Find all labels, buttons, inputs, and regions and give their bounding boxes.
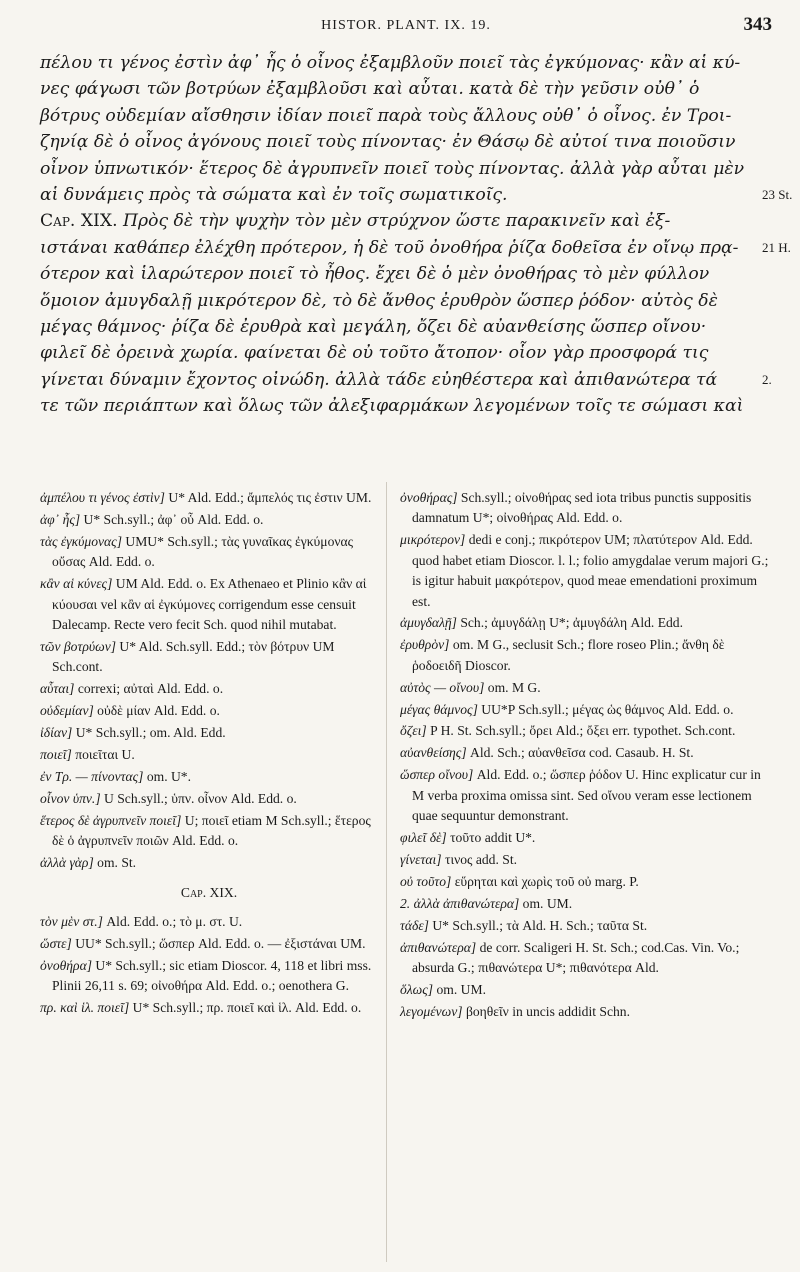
note-lemma: ὥστε] bbox=[40, 935, 72, 951]
note-lemma: αὐανθείσης] bbox=[400, 745, 467, 761]
note-item bbox=[400, 980, 772, 1000]
text-line: ιστάναι καθάπερ ἐλέχθη πρότερον, ἡ δὲ τοῦ ὀνοθήρα ῥίζα δοθεῖσα ἐν οἴνῳ πρᾳ- bbox=[40, 237, 739, 258]
note-text: om. UM. bbox=[519, 895, 573, 911]
column-separator bbox=[386, 482, 387, 1262]
note-text: UU* Sch.syll.; ὥσπερ Ald. Edd. o. — ἐξιστάναι UM. bbox=[71, 935, 366, 951]
note-lemma: αὗται] bbox=[40, 681, 75, 697]
note-lemma: ἀλλὰ γὰρ] bbox=[40, 854, 94, 870]
note-text: U* Sch.syll.; sic etiam Dioscor. 4, 118 et libri mss. Plinii 26,11 s. 69; οἰνοθήρα Ald. Edd. o.; oenothera G. bbox=[52, 957, 372, 993]
note-item bbox=[40, 745, 378, 765]
note-lemma: τάδε] bbox=[400, 917, 429, 933]
text-line: φιλεῖ δὲ ὀρεινὰ χωρία. φαίνεται δὲ οὐ τοῦτο ἄτοπον· οἷον γὰρ προσφορά τις bbox=[40, 343, 709, 364]
text-line: ότερον καὶ ἱλαρώτερον ποιεῖ τὸ ἦθος. ἔχει δὲ ὁ μὲν ὀνοθήρας τὸ μὲν φύλλον bbox=[40, 264, 710, 285]
note-text: om. UM. bbox=[433, 981, 486, 997]
note-lemma: ἀμυγδαλῇ] bbox=[400, 615, 457, 631]
note-text: de corr. Scaligeri H. St. Sch.; cod.Cas. Vin. Vo.; absurda G.; πιθανώτερα U*; πιθανότερα Ald. bbox=[412, 939, 740, 975]
note-lemma: τὰς ἐγκύμονας] bbox=[40, 533, 122, 549]
chapter-label: Cap. XIX. bbox=[40, 211, 118, 232]
page-header bbox=[40, 14, 772, 40]
note-lemma: οὐ τοῦτο] bbox=[400, 873, 452, 889]
note-text: Sch.syll.; οἰνοθήρας sed iota tribus punctis suppositis damnatum U*; οἰνοθήρας Ald. Edd. o. bbox=[412, 490, 752, 526]
note-text: εὕρηται καὶ χωρὶς τοῦ οὐ marg. P. bbox=[451, 873, 639, 889]
note-item bbox=[40, 934, 378, 954]
note-text: dedi e conj.; πικρότερον UM; πλατύτερον Ald. Edd. quod habet etiam Dioscor. l. l.; folio amygdalae verum majori G.; is igitur habuit μακρότερον, quod meae emendationi proximum est. bbox=[412, 532, 769, 609]
note-item bbox=[400, 894, 772, 914]
note-lemma: τῶν βοτρύων] bbox=[40, 638, 117, 654]
note-text: UU*P Sch.syll.; μέγας ὡς θάμνος Ald. Edd. o. bbox=[477, 701, 734, 717]
note-item bbox=[400, 635, 772, 676]
note-lemma: οὐδεμίαν] bbox=[40, 703, 94, 719]
note-lemma: φιλεῖ δὲ] bbox=[400, 830, 447, 845]
text-line: μέγας θάμνος· ῥίζα δὲ ἐρυθρὰ καὶ μεγάλη, ὄζει δὲ αὐανθείσης ὥσπερ οἴνου· bbox=[40, 316, 707, 337]
margin-note-st: 23 St. bbox=[762, 187, 793, 202]
note-item bbox=[40, 510, 378, 530]
margin-note-line-marker: 2. bbox=[762, 372, 772, 387]
main-text bbox=[40, 50, 752, 419]
note-item bbox=[40, 574, 378, 635]
running-title: HISTOR. PLANT. IX. 19. bbox=[321, 18, 491, 33]
note-item bbox=[40, 912, 378, 932]
note-text: UMU* Sch.syll.; τὰς γυναῖκας ἐγκύμονας οὔσας Ald. Edd. o. bbox=[52, 533, 354, 570]
note-text: ποιεῖται U. bbox=[71, 746, 135, 762]
note-lemma: ὥσπερ οἴνου] bbox=[400, 767, 474, 783]
note-item bbox=[400, 613, 772, 633]
note-item bbox=[400, 872, 772, 892]
text-line: ζηνίᾳ δὲ ὁ οἶνος ἀγόνους ποιεῖ τοὺς πίνοντας· ἐν Θάσῳ δὲ αὐτοί τινα ποιοῦσιν bbox=[40, 132, 736, 153]
note-text: U; ποιεῖ etiam M Sch.syll.; ἕτερος δὲ ὁ ἀγρυπνεῖν ποιῶν Ald. Edd. o. bbox=[52, 812, 371, 848]
note-item bbox=[40, 811, 378, 852]
critical-notes-right bbox=[400, 488, 772, 1024]
note-item bbox=[40, 532, 378, 573]
note-text: correxi; αὐταὶ Ald. Edd. o. bbox=[74, 681, 224, 697]
note-lemma: ἕτερος δὲ ἀγρυπνεῖν ποιεῖ] bbox=[40, 812, 182, 828]
note-text: U* Sch.syll.; τὰ Ald. H. Sch.; ταῦτα St. bbox=[428, 917, 648, 933]
note-lemma: τὸν μὲν στ.] bbox=[40, 913, 103, 929]
note-lemma: αὐτὸς — οἴνου] bbox=[400, 679, 485, 695]
note-item bbox=[400, 678, 772, 698]
note-item bbox=[40, 488, 378, 508]
note-lemma: ἐρυθρὸν] bbox=[400, 637, 450, 653]
note-item bbox=[400, 850, 772, 870]
note-item bbox=[40, 853, 378, 873]
note-text: U* Sch.syll.; ἀφ᾿ οὗ Ald. Edd. o. bbox=[80, 511, 264, 527]
note-text: om. U*. bbox=[143, 768, 191, 784]
text-line: βότρυς οὐδεμίαν αἴσθησιν ἰδίαν ποιεῖ παρὰ τοὺς ἄλλους οὐθ᾿ ὁ οἶνος. ἐν Τροι- bbox=[40, 105, 732, 126]
note-lemma: οἶνον ὑπν.] bbox=[40, 790, 101, 806]
note-text: om. M G. bbox=[484, 679, 541, 695]
note-item bbox=[400, 828, 772, 848]
note-text: τινος add. St. bbox=[441, 851, 517, 867]
note-item bbox=[400, 743, 772, 763]
note-item bbox=[400, 721, 772, 741]
text-line: τε τῶν περιάπτων καὶ ὅλως τῶν ἀλεξιφαρμάκων λεγομένων τοῖς τε σώμασι καὶ bbox=[40, 396, 744, 417]
text-line: πέλου τι γένος ἐστὶν ἀφ᾿ ἧς ὁ οἶνος ἐξαμβλοῦν ποιεῖ τὰς ἐγκύμονας· κἂν αἱ κύ- bbox=[40, 53, 741, 73]
critical-notes-left bbox=[40, 488, 378, 1020]
text-line: ὅμοιον ἀμυγδαλῇ μικρότερον δὲ, τὸ δὲ ἄνθος ἐρυθρὸν ὥσπερ ῥόδον· αὐτὸς δὲ bbox=[40, 290, 718, 311]
page-number: 343 bbox=[743, 14, 772, 35]
note-text: οὐδὲ μίαν Ald. Edd. o. bbox=[93, 703, 220, 719]
note-lemma: πρ. καὶ ἱλ. ποιεῖ] bbox=[40, 999, 130, 1015]
text-line: γίνεται δύναμιν ἔχοντος οἰνώδη. ἀλλὰ τάδε εὐηθέστερα καὶ ἀπιθανώτερα τά bbox=[40, 369, 718, 390]
note-item bbox=[40, 998, 378, 1018]
note-item bbox=[40, 789, 378, 809]
note-lemma: ποιεῖ] bbox=[40, 746, 72, 762]
margin-note-h: 21 H. bbox=[762, 240, 791, 255]
note-item bbox=[400, 765, 772, 826]
note-text: UM Ald. Edd. o. Ex Athenaeo et Plinio κἂν αἱ κύουσαι vel κἂν αἱ ἐγκύμονες corrigendum esse censuit Dalecamp. Recte vero fecit Sch. quod nihil mutabat. bbox=[52, 576, 367, 632]
note-item bbox=[400, 938, 772, 979]
note-lemma: ὀνοθήρα] bbox=[40, 957, 92, 973]
note-item bbox=[400, 700, 772, 720]
note-lemma: λεγομένων] bbox=[400, 1003, 463, 1019]
note-text: Ald. Sch.; αὐανθεῖσα cod. Casaub. H. St. bbox=[466, 745, 694, 761]
note-text: Sch.; ἀμυγδάλῃ U*; ἀμυγδάλη Ald. Edd. bbox=[456, 615, 683, 631]
note-item bbox=[40, 956, 378, 997]
note-item bbox=[400, 530, 772, 612]
text-line: αἱ δυνάμεις πρὸς τὰ σώματα καὶ ἐν τοῖς σωματικοῖς. bbox=[40, 184, 508, 205]
note-text: U* Sch.syll.; πρ. ποιεῖ καὶ ἱλ. Ald. Edd. o. bbox=[129, 999, 362, 1015]
note-item bbox=[40, 701, 378, 721]
note-lemma: ἐν Τρ. — πίνοντας] bbox=[40, 768, 144, 784]
text-line: νες φάγωσι τῶν βοτρύων ἐξαμβλοῦσι καὶ αὗται. κατὰ δὲ τὴν γεῦσιν οὐθ᾿ ὁ bbox=[40, 79, 700, 100]
note-text: U* Ald. Edd.; ἄμπελός τις ἐστιν UM. bbox=[164, 490, 372, 505]
note-lemma: ἀφ᾿ ἧς] bbox=[40, 511, 81, 527]
note-text: βοηθεῖν in uncis addidit Schn. bbox=[462, 1003, 630, 1019]
note-text: P H. St. Sch.syll.; ὄρει Ald.; ὄξει err. typothet. Sch.cont. bbox=[426, 723, 736, 739]
note-item bbox=[400, 1002, 772, 1022]
note-text: Ald. Edd. o.; ὥσπερ ῥόδον U. Hinc explicatur cur in M verba proxima omissa sint. Sed οἴνου veram esse lectionem quae sequuntur demonstrant. bbox=[412, 767, 761, 824]
note-text: U* Ald. Sch.syll. Edd.; τὸν βότρυν UM Sch.cont. bbox=[52, 638, 335, 675]
note-item bbox=[400, 916, 772, 936]
text-line: Πρὸς δὲ τὴν ψυχὴν τὸν μὲν στρύχνον ὥστε παρακινεῖν καὶ ἐξ- bbox=[123, 211, 671, 232]
text-line: οἶνον ὑπνωτικόν· ἕτερος δὲ ἀγρυπνεῖν ποιεῖ τοὺς πίνοντας. ἀλλὰ γὰρ αὗται μὲν bbox=[40, 158, 745, 179]
note-lemma: ἀμπέλου τι γένος ἐστὶν] bbox=[40, 490, 165, 505]
note-lemma: ὀνοθήρας] bbox=[400, 490, 458, 505]
note-lemma: μικρότερον] bbox=[400, 532, 466, 548]
note-text: τοῦτο addit U*. bbox=[446, 830, 536, 845]
note-text: Ald. Edd. o.; τὸ μ. στ. U. bbox=[102, 913, 243, 929]
note-item bbox=[400, 488, 772, 529]
note-lemma: ὅλως] bbox=[400, 981, 434, 997]
note-text: om. St. bbox=[93, 854, 137, 870]
note-item bbox=[40, 637, 378, 678]
note-item bbox=[40, 723, 378, 743]
note-text: om. M G., seclusit Sch.; flore roseo Plin.; ἄνθη δὲ ῥοδοειδῆ Dioscor. bbox=[412, 637, 725, 673]
note-lemma: ἰδίαν] bbox=[40, 724, 73, 740]
note-lemma: γίνεται] bbox=[400, 851, 442, 867]
note-lemma: κἂν αἱ κύνες] bbox=[40, 576, 113, 592]
note-lemma: ὄζει] bbox=[400, 723, 427, 739]
note-lemma: ἀπιθανώτερα] bbox=[400, 939, 477, 955]
note-text: U* Sch.syll.; om. Ald. Edd. bbox=[72, 724, 226, 740]
note-item bbox=[40, 767, 378, 787]
note-item bbox=[40, 679, 378, 699]
notes-chapter-heading: Cap. XIX. bbox=[180, 885, 238, 901]
chapter-start-line bbox=[40, 208, 752, 234]
note-lemma: μέγας θάμνος] bbox=[400, 701, 478, 717]
note-text: U Sch.syll.; ὑπν. οἶνον Ald. Edd. o. bbox=[100, 790, 297, 806]
note-lemma: 2. ἀλλὰ ἀπιθανώτερα] bbox=[400, 895, 520, 911]
